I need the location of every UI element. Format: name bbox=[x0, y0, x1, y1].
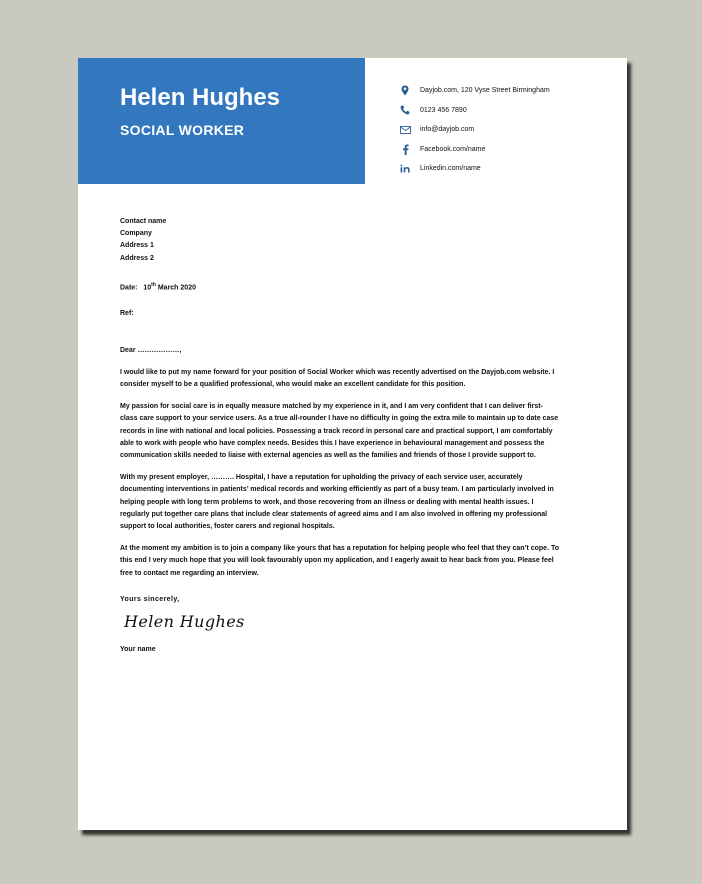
date-label: Date: bbox=[120, 284, 138, 292]
recipient-address-1: Address 1 bbox=[120, 242, 154, 250]
recipient-address bbox=[120, 216, 560, 265]
applicant-name: Helen Hughes bbox=[120, 84, 281, 111]
salutation: Dear ………………, bbox=[120, 346, 182, 354]
paragraph-2: My passion for social care is in equally measure matched by my experience in it, and I am very confident that I can deliver first-class care support to your service users. As a true all-rounder I have no difficulty in going the extra mile to maintain up to date case records in line with national and local policies. Possessing a track record in personal care and practical support, I am comfortably able to work with people who have complex needs. Besides this I have experience in behavioural management and possess the communication skills needed to liaise with external agencies as well as the families and friends of those I provide support to. bbox=[120, 403, 559, 459]
contact-email bbox=[398, 123, 550, 136]
email-icon bbox=[398, 124, 412, 135]
recipient-contact-name: Contact name bbox=[120, 218, 167, 225]
contact-details bbox=[398, 84, 550, 182]
job-title: SOCIAL WORKER bbox=[120, 122, 245, 138]
closing: Yours sincerely, bbox=[120, 595, 180, 603]
header-banner bbox=[78, 58, 365, 184]
contact-email-text: info@dayjob.com bbox=[420, 126, 475, 133]
linkedin-icon bbox=[398, 163, 412, 174]
contact-address bbox=[398, 84, 550, 97]
contact-linkedin bbox=[398, 162, 550, 175]
reference: Ref: bbox=[120, 310, 134, 318]
contact-facebook-text: Facebook.com/name bbox=[420, 145, 486, 153]
contact-phone bbox=[398, 104, 550, 117]
recipient-company: Company bbox=[120, 230, 152, 238]
phone-icon bbox=[398, 105, 412, 116]
letter-date bbox=[120, 279, 560, 295]
recipient-address-2: Address 2 bbox=[120, 254, 154, 262]
location-pin-icon bbox=[398, 85, 412, 96]
contact-address-text: Dayjob.com, 120 Vyse Street Birmingham bbox=[420, 87, 550, 94]
contact-phone-text: 0123 456 7890 bbox=[420, 106, 467, 114]
contact-linkedin-text: Linkedin.com/name bbox=[420, 165, 481, 172]
date-day: 10 bbox=[143, 284, 152, 292]
contact-facebook bbox=[398, 143, 550, 156]
letter-body bbox=[120, 216, 560, 656]
your-name: Your name bbox=[120, 646, 156, 654]
cover-letter-page bbox=[78, 58, 627, 830]
paragraph-3: With my present employer, ………. Hospital, I have a reputation for upholding the privacy of each service user, accurately documenting interventions in patients’ medical records and working efficiently as part of a busy team. I am particularly involved in helping people with long term problems to work, and those recovering from an illness or dealing with mental health issues. I regularly put together care plans that include clear statements of agreed aims and I am also involved in offering my professional support to local authorities, foster carers and regional hospitals. bbox=[120, 474, 554, 530]
paragraph-4: At the moment my ambition is to join a company like yours that has a reputation for helping people who feel that they can’t cope. To this end I very much hope that you will look favourably upon my application, and I eagerly await to hear back from you. Please feel free to contact me regarding an interview. bbox=[120, 545, 559, 577]
date-suffix: th bbox=[151, 281, 156, 288]
date-rest: March 2020 bbox=[157, 284, 196, 292]
paragraph-1: I would like to put my name forward for your position of Social Worker which was recently advertised on the Dayjob.com website. I consider myself to be a qualified professional, who would make an excellent candidate for this position. bbox=[120, 368, 555, 388]
facebook-icon bbox=[398, 144, 412, 155]
handwritten-signature: Helen Hughes bbox=[124, 612, 245, 631]
